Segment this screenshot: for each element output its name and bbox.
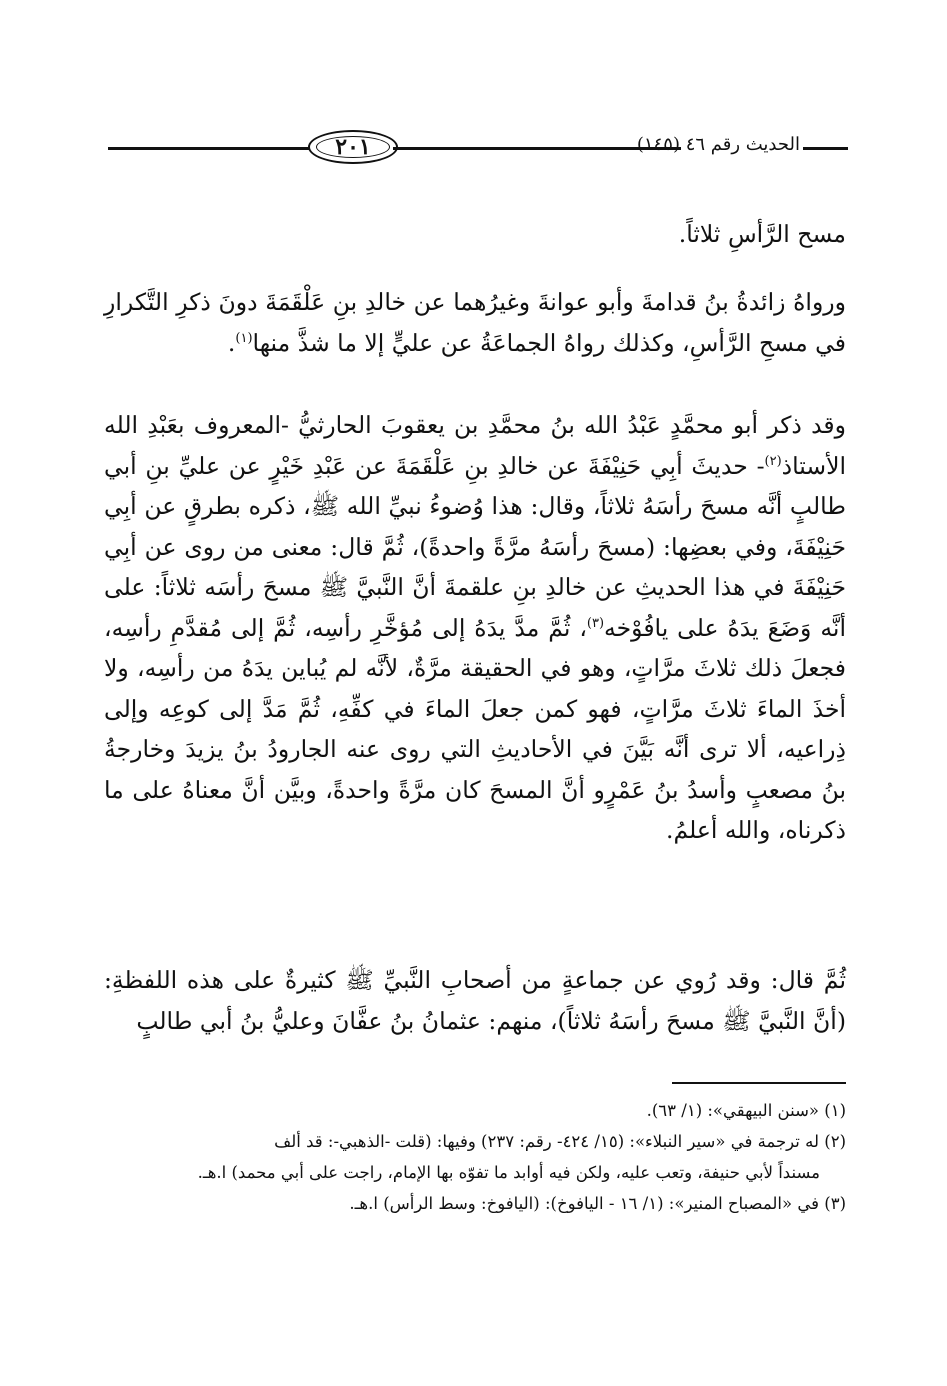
paragraph-2-text: ورواهُ زائدةُ بنُ قدامةَ وأبو عوانةَ وغيرُهما عن خالدِ بنِ عَلْقَمَةَ دونَ ذكرِ التَّكرارِ في مسحِ الرَّأسِ، وكذلك رواهُ الجماعَةُ عن عليٍّ إلا ما شذَّ منها: [104, 288, 846, 357]
footnotes: [104, 1095, 846, 1219]
paragraph-3: [104, 405, 846, 851]
footnote-ref-2: (٢): [764, 453, 782, 469]
footnote-1: (١) «سنن البيهقي»: (١/ ٦٣).: [646, 1101, 846, 1120]
footnote-separator: [672, 1082, 846, 1084]
running-title: الحديث رقم ٤٦ (١٤٥): [636, 134, 800, 155]
paragraph-4: [104, 960, 846, 1041]
paragraph-3-text-b: - حديثَ أبِي حَنِيْفَةَ عن خالدِ بنِ عَلْقَمَةَ عن عَبْدِ خَيْرٍ عن عليِّ بنِ أبي طالبٍ أنَّه مسحَ رأسَهُ ثلاثاً، وقال: هذا وُضوءُ نبيِّ الله ﷺ، ذكره بطرقٍ عن أبِي حَنِيْفَةَ، وفي بعضِها: (مسحَ رأسَهُ مرَّةً واحدةً)، ثُمَّ قال: معنى من روى عن أبِي حَنِيْفَةَ في هذا الحديثِ عن خالدِ بنِ علقمةَ أنَّ النَّبيَّ ﷺ مسحَ رأسَه ثلاثاً: على أنَّه وَضَعَ يدَهُ على يافُوْخه: [104, 451, 846, 642]
page-number: ٢٠١: [335, 134, 371, 160]
header-rule-right: [803, 147, 848, 150]
paragraph-4-text: ثُمَّ قال: وقد رُوي عن جماعةٍ من أصحابِ النَّبيِّ ﷺ كثيرةٌ على هذه اللفظةِ: (أنَّ النَّبيَّ ﷺ مسحَ رأسَهُ ثلاثاً)، منهم: عثمانُ بنُ عفَّانَ وعليُّ بنُ أبي طالبٍ: [104, 966, 846, 1035]
page-number-ornament: [308, 130, 398, 164]
header-rule-left: [108, 147, 313, 150]
paragraph-3-text-a: وقد ذكر أبو محمَّدٍ عَبْدُ الله بنُ محمَّدِ بن يعقوبَ الحارثيُّ -المعروف بعَبْدِ الله الأستاذ: [104, 411, 846, 480]
paragraph-3-text-c: ، ثُمَّ مدَّ يدَهُ إلى مُؤخَّرِ رأسِه، ثُمَّ إلى مُقدَّمِ رأسِه، فجعلَ ذلك ثلاثَ مرَّاتٍ، وهو في الحقيقة مرَّةٌ، لأنَّه لم يُباين يدَهُ من رأسِه، ولا أخذَ الماءَ ثلاثَ مرَّاتٍ، فهو كمن جعلَ الماءَ في كفِّهِ، ثُمَّ مَدَّ إلى كوعِه وإلى ذِراعيه، ألا ترى أنَّه بَيَّنَ في الأحاديثِ التي روى عنه الجارودُ بنُ يزيدَ وخارجةُ بنُ مصعبٍ وأسدُ بنُ عَمْرٍو أنَّ المسحَ كان مرَّةً واحدةً، وبيَّن أنَّ معناهُ على ما ذكرناه، والله أعلمُ.: [104, 613, 846, 844]
footnote-2: (٢) له ترجمة في «سير النبلاء»: (١٥/ ٤٢٤- رقم: ٢٣٧) وفيها: (قلت -الذهبي-: قد ألف: [274, 1132, 846, 1151]
paragraph-1: [104, 214, 846, 255]
footnote-ref-1: (١): [235, 330, 253, 346]
footnote-2-continued: مسنداً لأبي حنيفة، وتعب عليه، ولكن فيه أوابد ما تفوّه بها الإمام، راجت على أبي محمد) ا.هـ.: [197, 1163, 820, 1182]
paragraph-2: [104, 282, 846, 363]
footnote-ref-3: (٣): [586, 615, 605, 631]
page-header: [98, 128, 850, 168]
paragraph-2-end: .: [227, 328, 236, 357]
footnote-3: (٣) في «المصباح المنير»: (١/ ١٦ - اليافوخ): (اليافوخ: وسط الرأس) ا.هـ.: [349, 1194, 846, 1213]
paragraph-1-text: مسح الرَّأسِ ثلاثاً.: [678, 220, 846, 248]
